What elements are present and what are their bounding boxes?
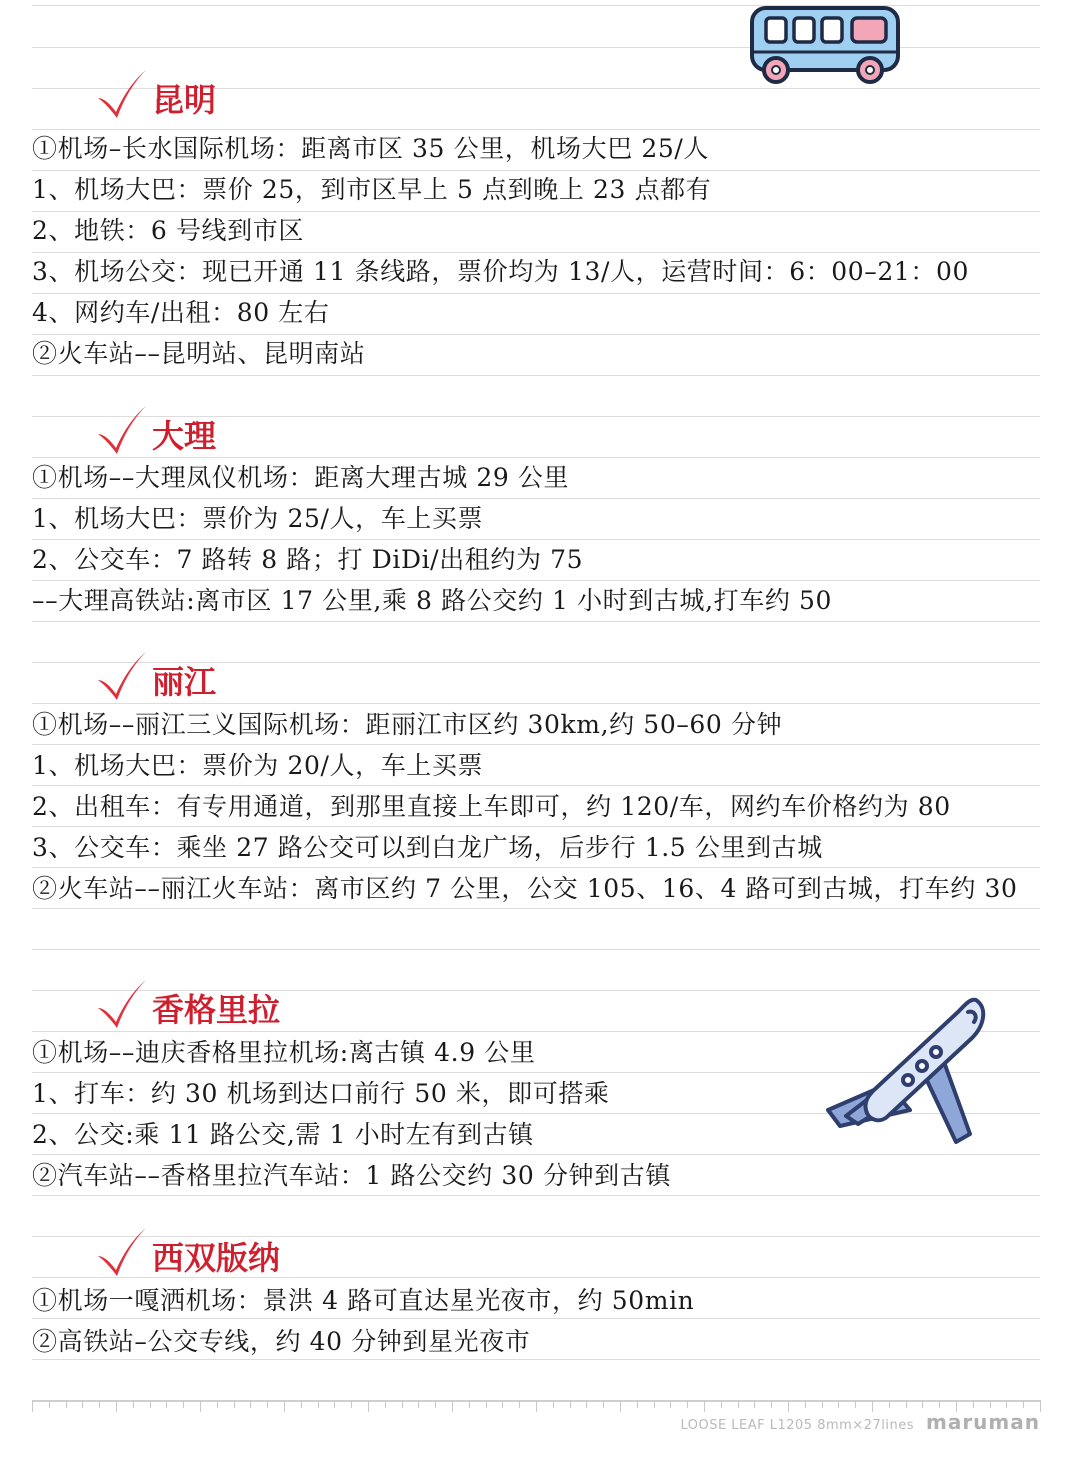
ruler-tick [351,1400,352,1408]
checkmark-icon [94,404,150,456]
info-line: 1、机场大巴：票价为 25/人，车上买票 [32,504,484,533]
ruler-tick [234,1400,235,1408]
info-line: ②火车站––丽江火车站：离市区约 7 公里，公交 105、16、4 路可到古城，打车约 30 [32,874,1018,903]
ruler-tick [99,1400,100,1408]
ruler-tick [670,1400,671,1408]
ruler-tick [82,1400,83,1408]
ruler-tick [586,1400,587,1408]
ruler-tick [502,1400,503,1408]
ruler-tick [200,1400,201,1412]
ruler-tick [1040,1400,1041,1412]
ruler-tick [553,1400,554,1408]
ruler-tick [620,1400,621,1412]
info-line: 2、公交车：7 路转 8 路；打 DiDi/出租约为 75 [32,545,584,574]
info-line: 1、机场大巴：票价 25，到市区早上 5 点到晚上 23 点都有 [32,175,712,204]
ruler-tick [570,1400,571,1408]
info-line: ①机场一嘎洒机场：景洪 4 路可直达星光夜市，约 50min [32,1286,695,1315]
ruler-tick [183,1400,184,1408]
ruler-tick [116,1400,117,1412]
ruler-tick [133,1400,134,1408]
section-title: 大理 [152,417,217,455]
footer [680,1410,1040,1434]
bus-icon [746,4,904,86]
ruler-tick [385,1400,386,1408]
ruler-tick [150,1400,151,1408]
info-line: 2、出租车：有专用通道，到那里直接上车即可，约 120/车，网约车价格约为 80 [32,792,951,821]
ruler-tick [301,1400,302,1408]
checkmark-icon [94,650,150,702]
ruler-tick [654,1400,655,1408]
ruler-tick [217,1400,218,1408]
ruler-tick [452,1400,453,1412]
section-title: 丽江 [152,663,217,701]
ruler-tick [469,1400,470,1408]
section-heading [94,970,280,1030]
checkmark-icon [94,1226,150,1278]
ruler-tick [486,1400,487,1408]
info-line: 3、机场公交：现已开通 11 条线路，票价均为 13/人，运营时间：6：00–21：00 [32,257,970,286]
info-line: ––大理高铁站:离市区 17 公里,乘 8 路公交约 1 小时到古城,打车约 50 [32,586,832,615]
ruler-tick [637,1400,638,1408]
ruled-line [32,621,1040,622]
ruler-tick [973,1400,974,1408]
ruler-tick [939,1400,940,1408]
ruler-tick [990,1400,991,1408]
ruler-tick [603,1400,604,1408]
ruler-tick [284,1400,285,1412]
ruled-line [32,949,1040,950]
ruler-tick [1006,1400,1007,1408]
checkmark-icon [94,978,150,1030]
ruler-tick [889,1400,890,1408]
info-line: 2、地铁：6 号线到市区 [32,216,304,245]
info-line: ①机场–长水国际机场：距离市区 35 公里，机场大巴 25/人 [32,134,709,163]
ruled-line [32,375,1040,376]
ruler-tick [536,1400,537,1412]
ruler-tick [334,1400,335,1408]
ruler-tick [267,1400,268,1408]
info-line: ②汽车站––香格里拉汽车站：1 路公交约 30 分钟到古镇 [32,1161,671,1190]
section-title: 昆明 [152,81,217,119]
ruler-tick [805,1400,806,1408]
ruler-tick [66,1400,67,1408]
section-title: 香格里拉 [152,991,281,1029]
ruler-tick [771,1400,772,1408]
ruler-tick [49,1400,50,1408]
ruler-tick [838,1400,839,1408]
info-line: ①机场––丽江三义国际机场：距丽江市区约 30km,约 50–60 分钟 [32,710,783,739]
ruler-tick [402,1400,403,1408]
ruler-tick [822,1400,823,1408]
ruler-tick [754,1400,755,1408]
info-line: 1、机场大巴：票价为 20/人，车上买票 [32,751,484,780]
ruler-tick [922,1400,923,1408]
info-line: ②高铁站–公交专线，约 40 分钟到星光夜市 [32,1327,531,1356]
brand-logo: maruman [925,1410,1040,1434]
section-heading [94,1218,280,1278]
paper-spec: LOOSE LEAF L1205 8mm×27lines [680,1418,914,1433]
ruler-tick [435,1400,436,1408]
ruler-tick [32,1400,33,1412]
ruler-tick [368,1400,369,1412]
ruler-tick [250,1400,251,1408]
info-line: 2、公交:乘 11 路公交,需 1 小时左有到古镇 [32,1120,534,1149]
info-line: ①机场––迪庆香格里拉机场:离古镇 4.9 公里 [32,1038,536,1067]
section-heading [94,60,216,120]
info-line: 3、公交车：乘坐 27 路公交可以到白龙广场，后步行 1.5 公里到古城 [32,833,823,862]
ruler-tick [318,1400,319,1408]
ruler-tick [721,1400,722,1408]
checkmark-icon [94,68,150,120]
ruler-tick [418,1400,419,1408]
ruler-tick [166,1400,167,1408]
ruler-tick [1023,1400,1024,1408]
ruler-tick [519,1400,520,1408]
section-heading [94,642,216,702]
info-line: 4、网约车/出租：80 左右 [32,298,330,327]
ruler-tick [738,1400,739,1408]
ruler-tick [855,1400,856,1408]
ruler-tick [906,1400,907,1408]
info-line: ①机场––大理凤仪机场：距离大理古城 29 公里 [32,463,570,492]
ruler-tick [687,1400,688,1408]
section-heading [94,396,216,456]
section-title: 西双版纳 [152,1239,281,1277]
info-line: 1、打车：约 30 机场到达口前行 50 米，即可搭乘 [32,1079,610,1108]
info-line: ②火车站––昆明站、昆明南站 [32,339,366,368]
